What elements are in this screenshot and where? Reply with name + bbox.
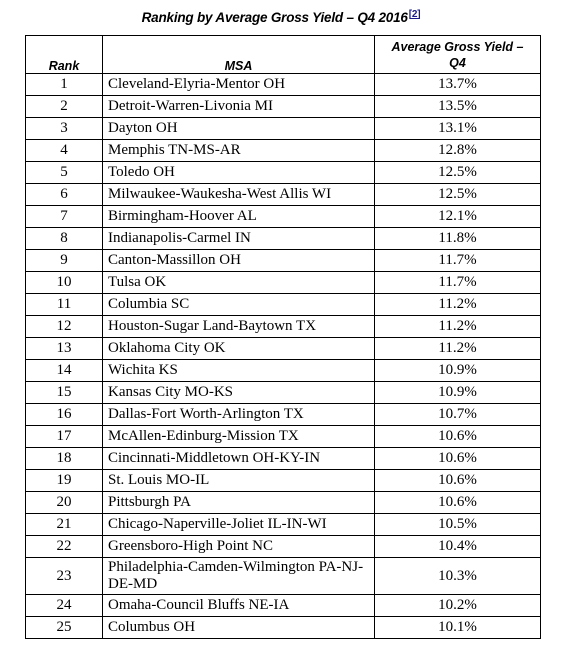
table-row: [26, 228, 541, 250]
msa-cell: Chicago-Naperville-Joliet IL-IN-WI: [103, 514, 375, 536]
msa-cell: Columbia SC: [103, 294, 375, 316]
title-text: Ranking by Average Gross Yield – Q4 2016: [141, 10, 408, 25]
header-row: [26, 36, 541, 74]
yield-cell: 10.6%: [375, 492, 541, 514]
rank-cell: 10: [26, 272, 103, 294]
msa-cell: Memphis TN-MS-AR: [103, 140, 375, 162]
msa-cell: Dayton OH: [103, 118, 375, 140]
header-rank: Rank: [26, 36, 103, 74]
msa-cell: Tulsa OK: [103, 272, 375, 294]
rank-cell: 8: [26, 228, 103, 250]
yield-cell: 10.7%: [375, 404, 541, 426]
footnote-link[interactable]: [2]: [408, 8, 421, 20]
msa-cell: Cleveland-Elyria-Mentor OH: [103, 74, 375, 96]
rank-cell: 13: [26, 338, 103, 360]
msa-cell: Kansas City MO-KS: [103, 382, 375, 404]
yield-cell: 10.9%: [375, 382, 541, 404]
rank-cell: 2: [26, 96, 103, 118]
yield-cell: 13.1%: [375, 118, 541, 140]
msa-cell: Pittsburgh PA: [103, 492, 375, 514]
msa-cell: Milwaukee-Waukesha-West Allis WI: [103, 184, 375, 206]
msa-cell: McAllen-Edinburg-Mission TX: [103, 426, 375, 448]
yield-cell: 11.7%: [375, 272, 541, 294]
table-row: [26, 470, 541, 492]
yield-cell: 13.5%: [375, 96, 541, 118]
table-row: [26, 514, 541, 536]
rank-cell: 6: [26, 184, 103, 206]
yield-cell: 11.2%: [375, 294, 541, 316]
rank-cell: 22: [26, 536, 103, 558]
table-body: [26, 74, 541, 639]
table-row: [26, 184, 541, 206]
rank-cell: 19: [26, 470, 103, 492]
msa-cell: Indianapolis-Carmel IN: [103, 228, 375, 250]
msa-cell: St. Louis MO-IL: [103, 470, 375, 492]
table-row: [26, 382, 541, 404]
table-row: [26, 272, 541, 294]
msa-cell: Columbus OH: [103, 617, 375, 639]
msa-cell: Wichita KS: [103, 360, 375, 382]
rank-cell: 23: [26, 558, 103, 595]
yield-cell: 11.7%: [375, 250, 541, 272]
table-row: [26, 404, 541, 426]
table-row: [26, 536, 541, 558]
msa-cell: Omaha-Council Bluffs NE-IA: [103, 595, 375, 617]
rank-cell: 11: [26, 294, 103, 316]
table-row: [26, 118, 541, 140]
rank-cell: 15: [26, 382, 103, 404]
table-row: [26, 360, 541, 382]
table-row: [26, 492, 541, 514]
table-row: [26, 558, 541, 595]
yield-cell: 10.3%: [375, 558, 541, 595]
rank-cell: 9: [26, 250, 103, 272]
rank-cell: 5: [26, 162, 103, 184]
yield-cell: 10.6%: [375, 470, 541, 492]
table-row: [26, 617, 541, 639]
rank-cell: 7: [26, 206, 103, 228]
msa-cell: Dallas-Fort Worth-Arlington TX: [103, 404, 375, 426]
yield-cell: 10.4%: [375, 536, 541, 558]
table-row: [26, 74, 541, 96]
rank-cell: 1: [26, 74, 103, 96]
ranking-table: [25, 35, 541, 639]
rank-cell: 3: [26, 118, 103, 140]
rank-cell: 18: [26, 448, 103, 470]
rank-cell: 14: [26, 360, 103, 382]
yield-cell: 10.1%: [375, 617, 541, 639]
rank-cell: 17: [26, 426, 103, 448]
table-row: [26, 294, 541, 316]
rank-cell: 25: [26, 617, 103, 639]
msa-cell: Greensboro-High Point NC: [103, 536, 375, 558]
table-row: [26, 448, 541, 470]
msa-cell: Canton-Massillon OH: [103, 250, 375, 272]
header-yield-line1: Average Gross Yield –: [391, 39, 524, 54]
table-row: [26, 426, 541, 448]
yield-cell: 11.2%: [375, 316, 541, 338]
yield-cell: 10.6%: [375, 448, 541, 470]
yield-cell: 12.8%: [375, 140, 541, 162]
msa-cell: Philadelphia-Camden-Wilmington PA-NJ-DE-MD: [103, 558, 375, 595]
yield-cell: 13.7%: [375, 74, 541, 96]
table-title: [0, 10, 562, 25]
yield-cell: 12.1%: [375, 206, 541, 228]
msa-cell: Cincinnati-Middletown OH-KY-IN: [103, 448, 375, 470]
table-row: [26, 96, 541, 118]
yield-cell: 10.9%: [375, 360, 541, 382]
msa-cell: Houston-Sugar Land-Baytown TX: [103, 316, 375, 338]
yield-cell: 10.6%: [375, 426, 541, 448]
table-row: [26, 595, 541, 617]
yield-cell: 10.5%: [375, 514, 541, 536]
table-row: [26, 316, 541, 338]
rank-cell: 4: [26, 140, 103, 162]
yield-cell: 11.8%: [375, 228, 541, 250]
msa-cell: Oklahoma City OK: [103, 338, 375, 360]
table-row: [26, 338, 541, 360]
msa-cell: Detroit-Warren-Livonia MI: [103, 96, 375, 118]
rank-cell: 20: [26, 492, 103, 514]
rank-cell: 12: [26, 316, 103, 338]
table-row: [26, 162, 541, 184]
header-msa: MSA: [103, 36, 375, 74]
header-yield: [375, 36, 541, 74]
rank-cell: 21: [26, 514, 103, 536]
table-row: [26, 250, 541, 272]
table-row: [26, 140, 541, 162]
rank-cell: 24: [26, 595, 103, 617]
rank-cell: 16: [26, 404, 103, 426]
header-yield-line2: Q4: [449, 55, 466, 70]
msa-cell: Toledo OH: [103, 162, 375, 184]
yield-cell: 11.2%: [375, 338, 541, 360]
yield-cell: 12.5%: [375, 162, 541, 184]
msa-cell: Birmingham-Hoover AL: [103, 206, 375, 228]
table-row: [26, 206, 541, 228]
yield-cell: 10.2%: [375, 595, 541, 617]
yield-cell: 12.5%: [375, 184, 541, 206]
